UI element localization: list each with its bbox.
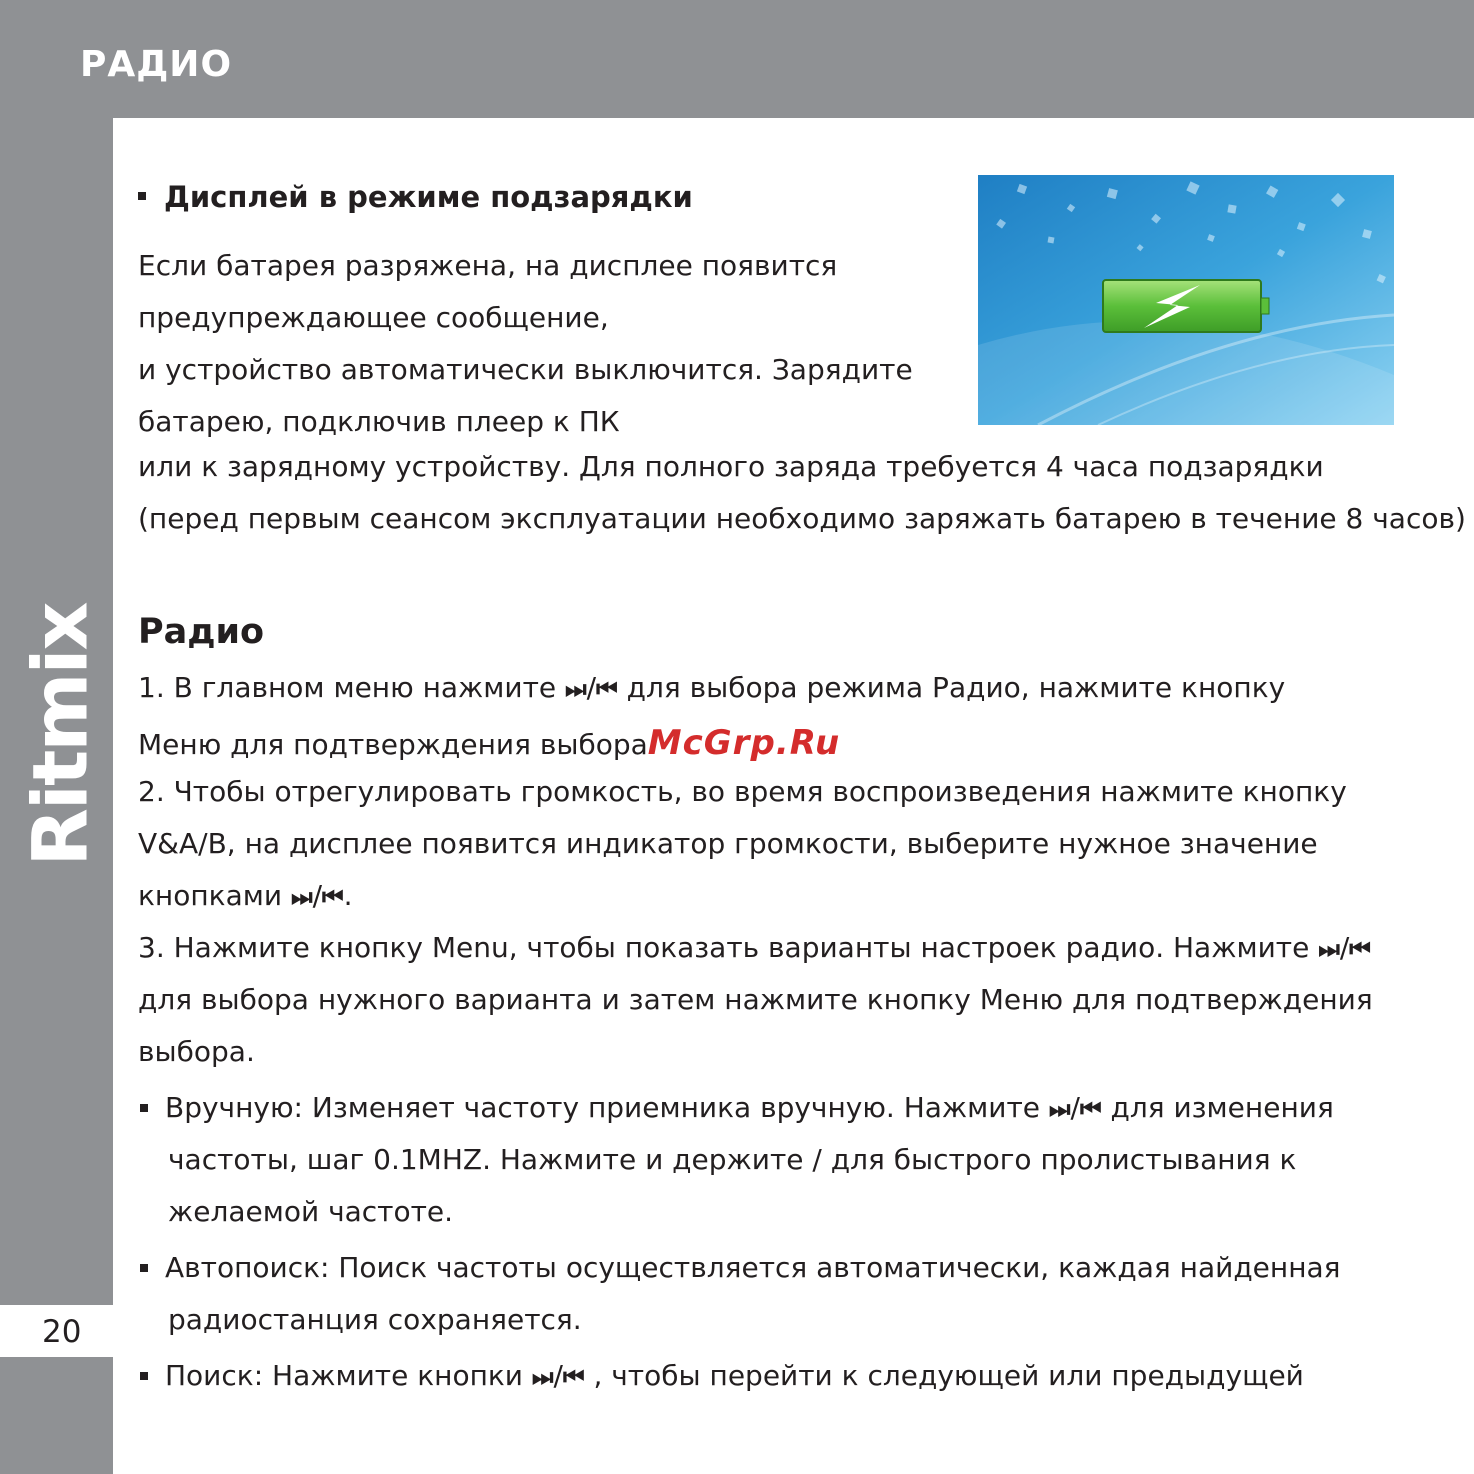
- option-manual-text: для изменения: [1110, 1091, 1334, 1124]
- radio-step-3: [138, 931, 1371, 964]
- option-autosearch-cont: радиостанция сохраняется.: [168, 1303, 582, 1336]
- next-track-icon: ⏭: [565, 675, 587, 703]
- bullet-marker: [140, 1264, 148, 1272]
- next-track-icon: ⏭: [1318, 935, 1340, 963]
- prev-track-icon: ⏮: [596, 675, 618, 703]
- charging-line: и устройство автоматически выключится. Зарядите: [138, 353, 913, 386]
- option-search-text: Поиск: Нажмите кнопки: [165, 1359, 523, 1392]
- radio-step-3-text: 3. Нажмите кнопку Menu, чтобы показать варианты настроек радио. Нажмите: [138, 931, 1310, 964]
- prev-track-icon: ⏮: [562, 1363, 585, 1391]
- watermark: McGrp.Ru: [647, 723, 841, 763]
- charging-screen-image: [978, 175, 1394, 425]
- charging-line: батарею, подключив плеер к ПК: [138, 405, 620, 438]
- radio-step-1-text: Меню для подтверждения выбора: [138, 728, 648, 761]
- radio-step-1-text: 1. В главном меню нажмите: [138, 671, 557, 704]
- radio-step-2-cont: V&A/B, на дисплее появится индикатор громкости, выберите нужное значение: [138, 827, 1318, 860]
- radio-step-2-text: .: [343, 879, 353, 912]
- next-track-icon: ⏭: [290, 883, 313, 911]
- radio-step-3-cont: выбора.: [138, 1035, 255, 1068]
- option-manual: [165, 1091, 1334, 1124]
- radio-step-1-cont: [138, 723, 841, 763]
- prev-track-icon: ⏮: [1349, 935, 1371, 963]
- page-number: 20: [42, 1314, 82, 1350]
- radio-step-1-text: для выбора режима Радио, нажмите кнопку: [626, 671, 1286, 704]
- brand-logo-text: Ritmix: [15, 603, 105, 867]
- section-title: РАДИО: [80, 44, 233, 85]
- charging-heading-text: Дисплей в режиме подзарядки: [164, 180, 693, 214]
- icon-separator: /: [553, 1359, 563, 1392]
- option-search-text: , чтобы перейти к следующей или предыдущей: [593, 1359, 1304, 1392]
- radio-step-2: 2. Чтобы отрегулировать громкость, во время воспроизведения нажмите кнопку: [138, 775, 1347, 808]
- icon-separator: /: [1339, 931, 1350, 964]
- next-track-icon: ⏭: [531, 1363, 554, 1391]
- bullet-marker: [140, 1372, 148, 1380]
- icon-separator: /: [586, 671, 597, 704]
- option-manual-cont: желаемой частоте.: [168, 1195, 454, 1228]
- prev-track-icon: ⏮: [322, 883, 344, 911]
- charging-heading: [138, 180, 693, 214]
- radio-step-1: [138, 671, 1286, 704]
- charging-line: Если батарея разряжена, на дисплее появится: [138, 249, 838, 282]
- charging-screen-graphic: [978, 175, 1394, 425]
- prev-track-icon: ⏮: [1079, 1095, 1102, 1123]
- option-manual-text: Вручную: Изменяет частоту приемника вручную. Нажмите: [165, 1091, 1040, 1124]
- radio-step-3-cont: для выбора нужного варианта и затем нажмите кнопку Меню для подтверждения: [138, 983, 1373, 1016]
- option-manual-cont: частоты, шаг 0.1MHZ. Нажмите и держите / для быстрого пролистывания к: [168, 1143, 1297, 1176]
- radio-step-2-text: кнопками: [138, 879, 283, 912]
- bullet-marker: [140, 1104, 148, 1112]
- icon-separator: /: [312, 879, 322, 912]
- bullet-marker: [138, 192, 146, 200]
- radio-heading: Радио: [138, 612, 265, 652]
- next-track-icon: ⏭: [1048, 1095, 1071, 1123]
- option-autosearch: Автопоиск: Поиск частоты осуществляется автоматически, каждая найденная: [165, 1251, 1341, 1284]
- charging-line: (перед первым сеансом эксплуатации необходимо заряжать батарею в течение 8 часов): [138, 502, 1466, 535]
- option-search: [165, 1359, 1304, 1392]
- charging-line: или к зарядному устройству. Для полного заряда требуется 4 часа подзарядки: [138, 450, 1324, 483]
- charging-line: предупреждающее сообщение,: [138, 301, 609, 334]
- radio-step-2-cont: [138, 879, 353, 912]
- icon-separator: /: [1070, 1091, 1080, 1124]
